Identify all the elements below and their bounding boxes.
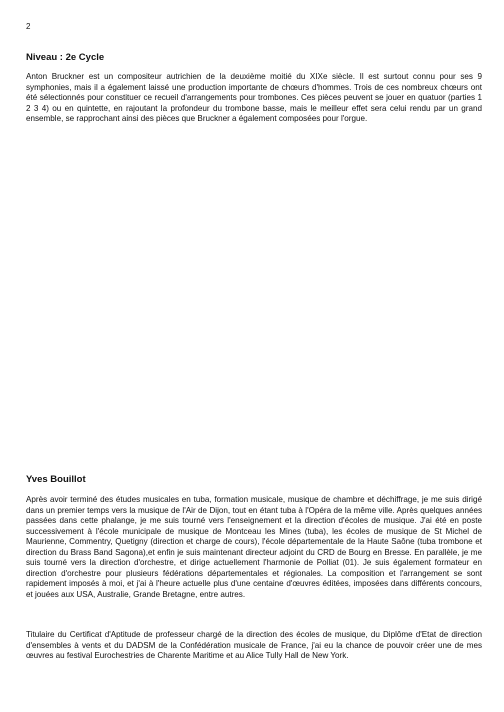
work-description-paragraph: Anton Bruckner est un compositeur autrichien de la deuxième moitié du XIXe siècle. Il est surtout connu pour ses 9 symphonies, mais il a également laissé une production importante de chœurs d'hommes. Trois de ces nombreux chœurs ont été sélectionnés pour constituer ce recueil d'arrangements pour trombones. Ces pièces peuvent se jouer en quatuor (parties 1 2 3 4) ou en quintette, en rajoutant la profondeur du trombone basse, mais le meilleur effet sera celui rendu par un grand ensemble, se rapprochant ainsi des pièces que Bruckner a également composées pour l'orgue. xyxy=(26,72,482,123)
level-heading: Niveau : 2e Cycle xyxy=(26,52,105,63)
page-number: 2 xyxy=(26,22,31,31)
author-heading: Yves Bouillot xyxy=(26,474,86,485)
author-credentials-paragraph: Titulaire du Certificat d'Aptitude de professeur chargé de la direction des écoles de musique, du Diplôme d'Etat de direction d'ensembles à vents et du DADSM de la Confédération musicale de France, j'ai eu la chance de pouvoir créer une de mes œuvres au festival Eurochestries de Charente Maritime et au Alice Tully Hall de New York. xyxy=(26,630,482,660)
author-bio-paragraph: Après avoir terminé des études musicales en tuba, formation musicale, musique de chambre et déchiffrage, je me suis dirigé dans un premier temps vers la musique de l'Air de Dijon, tout en étant tuba à l'Opéra de la même ville. Après quelques années passées dans cette phalange, je me suis tourné vers l'enseignement et la direction d'écoles de musique. J'ai été en poste successivement à l'école municipale de musique de Montceau les Mines (tuba), les écoles de musique de St Michel de Maurienne, Commentry, Quetigny (direction et charge de cours), l'école départementale de la Haute Saône (tuba trombone et direction du Brass Band Sagona),et enfin je suis maintenant directeur adjoint du CRD de Bourg en Bresse. En parallèle, je me suis tourné vers la direction d'orchestre, et dirige actuellement l'harmonie de Polliat (01). Je suis également formateur en direction d'orchestre pour plusieurs fédérations départementales et régionales. La composition et l'arrangement se sont rapidement imposés à moi, et j'ai à l'heure actuelle plus d'une centaine d'œuvres éditées, imposées dans différents concours, et jouées aux USA, Australie, Grande Bretagne, entre autres. xyxy=(26,495,482,599)
